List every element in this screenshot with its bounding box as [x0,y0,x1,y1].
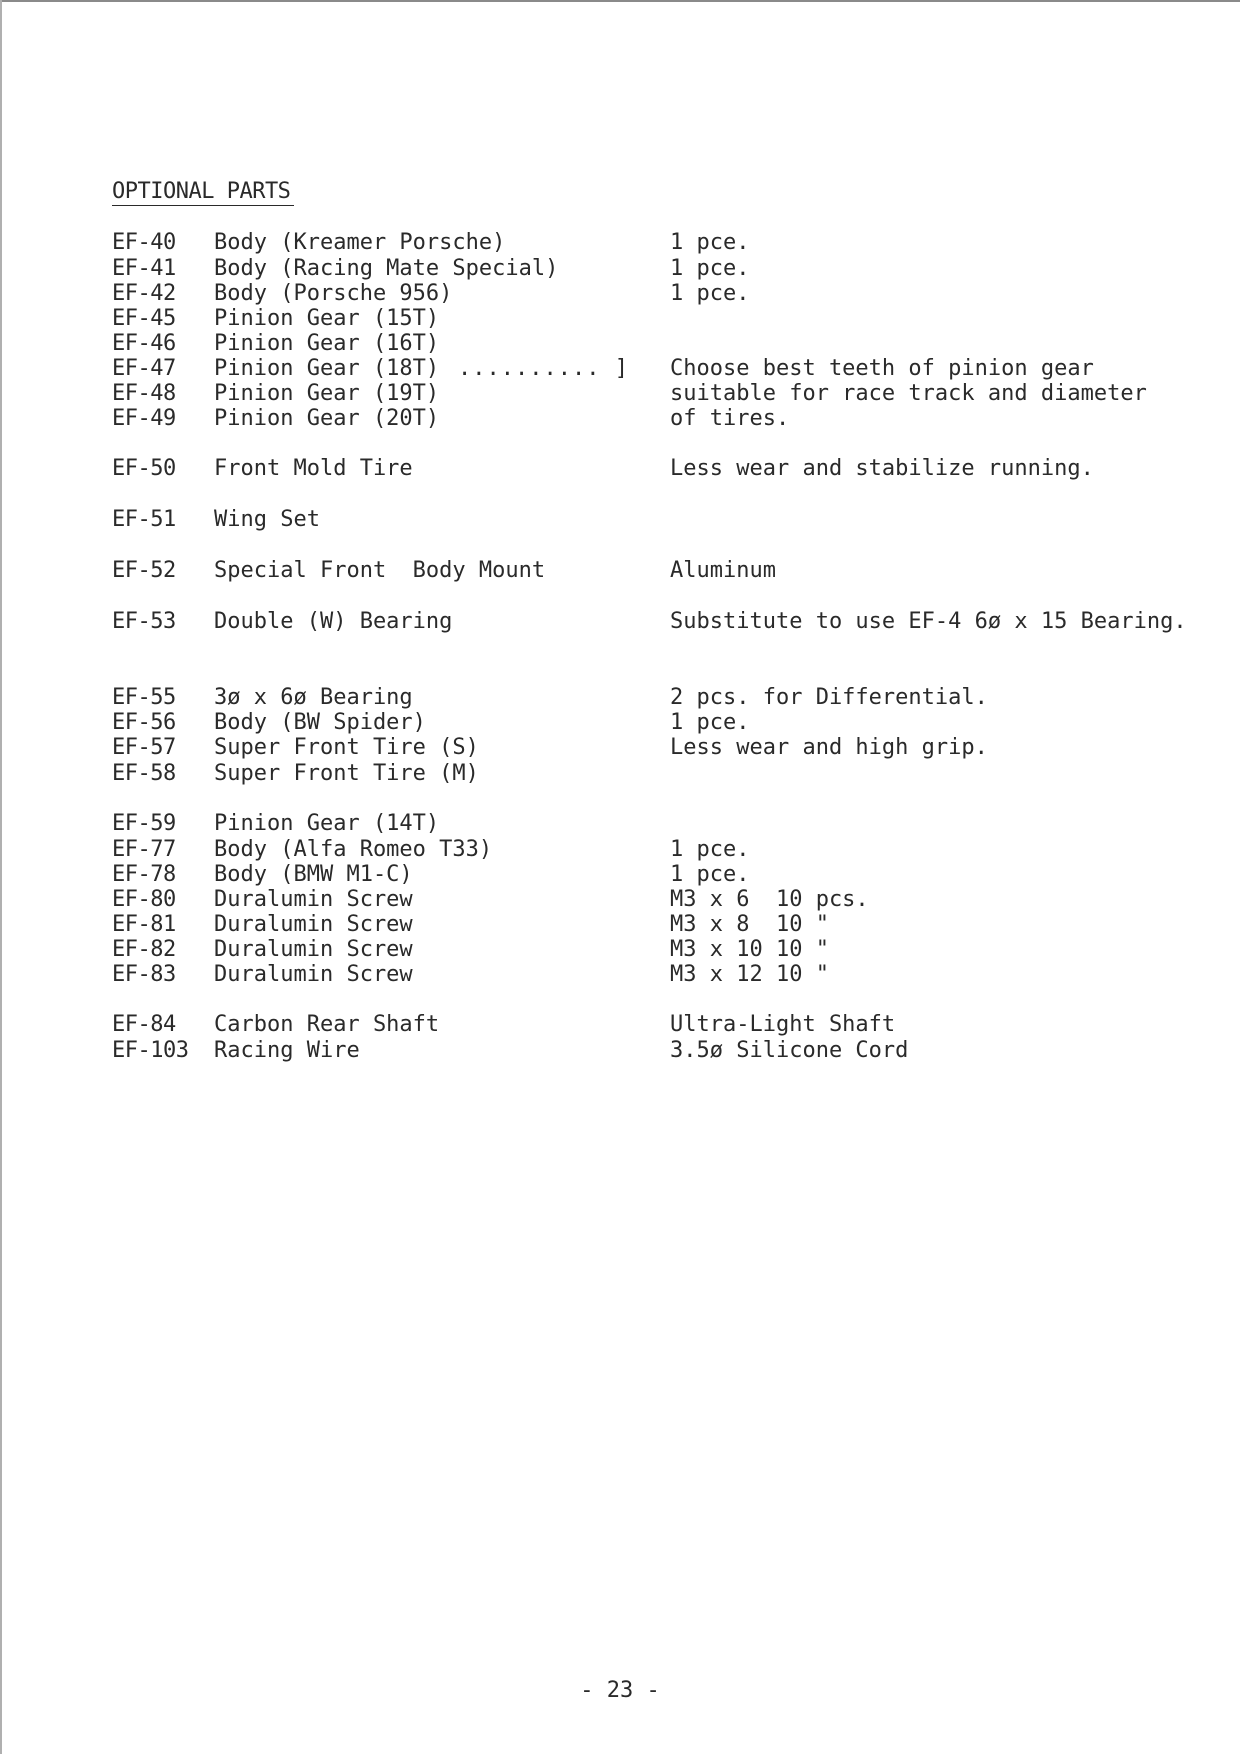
part-name: Body (Alfa Romeo T33) [214,837,493,862]
part-code: EF-40 [112,230,176,255]
part-code: EF-55 [112,685,176,710]
section-heading: OPTIONAL PARTS [112,179,294,206]
part-row [0,761,1240,787]
part-code: EF-80 [112,887,176,912]
part-note: 1 pce. [670,256,750,281]
part-row [0,609,1240,635]
part-name: Duralumin Screw [214,912,413,937]
part-note: 1 pce. [670,230,750,255]
part-row [0,1012,1240,1038]
part-note: 1 pce. [670,281,750,306]
part-name: Pinion Gear (15T) [214,306,440,331]
part-code: EF-47 [112,356,176,381]
part-row [0,1038,1240,1064]
part-note: M3 x 6 10 pcs. [670,887,869,912]
part-code: EF-81 [112,912,176,937]
part-code: EF-84 [112,1012,176,1037]
part-code: EF-58 [112,761,176,786]
part-note: 2 pcs. for Differential. [670,685,988,710]
part-note: of tires. [670,406,790,431]
part-name: Double (W) Bearing [214,609,453,634]
part-name: Duralumin Screw [214,962,413,987]
part-name: Pinion Gear (18T) [214,356,440,381]
part-name: Duralumin Screw [214,887,413,912]
part-name: Front Mold Tire [214,456,413,481]
part-note: M3 x 10 10 " [670,937,829,962]
part-code: EF-83 [112,962,176,987]
part-code: EF-45 [112,306,176,331]
part-note: Ultra-Light Shaft [670,1012,896,1037]
part-note: suitable for race track and diameter [670,381,1147,406]
part-name: Super Front Tire (M) [214,761,479,786]
part-row [0,381,1240,407]
part-name: Pinion Gear (14T) [214,811,440,836]
part-note: 1 pce. [670,710,750,735]
part-name: Pinion Gear (16T) [214,331,440,356]
part-row [0,230,1240,256]
part-row [0,558,1240,584]
part-row [0,685,1240,711]
part-note: Aluminum [670,558,776,583]
part-code: EF-49 [112,406,176,431]
part-row [0,887,1240,913]
part-code: EF-48 [112,381,176,406]
page-number: - 23 - [580,1678,660,1703]
part-name: Body (BW Spider) [214,710,426,735]
part-code: EF-78 [112,862,176,887]
part-name: Body (Racing Mate Special) [214,256,559,281]
part-name: Super Front Tire (S) [214,735,479,760]
part-name: Carbon Rear Shaft [214,1012,440,1037]
part-row [0,962,1240,988]
part-name: 3ø x 6ø Bearing [214,685,413,710]
part-code: EF-59 [112,811,176,836]
part-row [0,507,1240,533]
part-name: Body (Porsche 956) [214,281,453,306]
part-row [0,456,1240,482]
part-name: Pinion Gear (19T) [214,381,440,406]
part-code: EF-46 [112,331,176,356]
part-note: 1 pce. [670,862,750,887]
part-name: Body (BMW M1-C) [214,862,413,887]
part-code: EF-57 [112,735,176,760]
part-row [0,306,1240,332]
dot-leader: .......... ] [458,356,629,381]
part-code: EF-51 [112,507,176,532]
part-code: EF-50 [112,456,176,481]
part-name: Body (Kreamer Porsche) [214,230,506,255]
part-note: Choose best teeth of pinion gear [670,356,1094,381]
part-name: Pinion Gear (20T) [214,406,440,431]
part-name: Special Front Body Mount [214,558,546,583]
part-code: EF-52 [112,558,176,583]
part-code: EF-56 [112,710,176,735]
part-name: Wing Set [214,507,320,532]
part-note: Less wear and stabilize running. [670,456,1094,481]
part-name: Duralumin Screw [214,937,413,962]
part-name: Racing Wire [214,1038,360,1063]
part-note: Less wear and high grip. [670,735,988,760]
part-note: Substitute to use EF-4 6ø x 15 Bearing. [670,609,1187,634]
part-code: EF-82 [112,937,176,962]
part-code: EF-77 [112,837,176,862]
part-row [0,837,1240,863]
part-note: M3 x 8 10 " [670,912,829,937]
part-row [0,912,1240,938]
part-row [0,735,1240,761]
part-row [0,710,1240,736]
part-code: EF-42 [112,281,176,306]
part-code: EF-41 [112,256,176,281]
part-row [0,256,1240,282]
part-code: EF-103 [112,1038,189,1063]
part-row [0,356,1240,382]
part-note: 1 pce. [670,837,750,862]
part-row [0,862,1240,888]
part-code: EF-53 [112,609,176,634]
scan-edge-top [0,0,1240,2]
part-row [0,281,1240,307]
part-row [0,811,1240,837]
part-row [0,331,1240,357]
part-note: 3.5ø Silicone Cord [670,1038,909,1063]
part-row [0,937,1240,963]
part-row [0,406,1240,432]
part-note: M3 x 12 10 " [670,962,829,987]
